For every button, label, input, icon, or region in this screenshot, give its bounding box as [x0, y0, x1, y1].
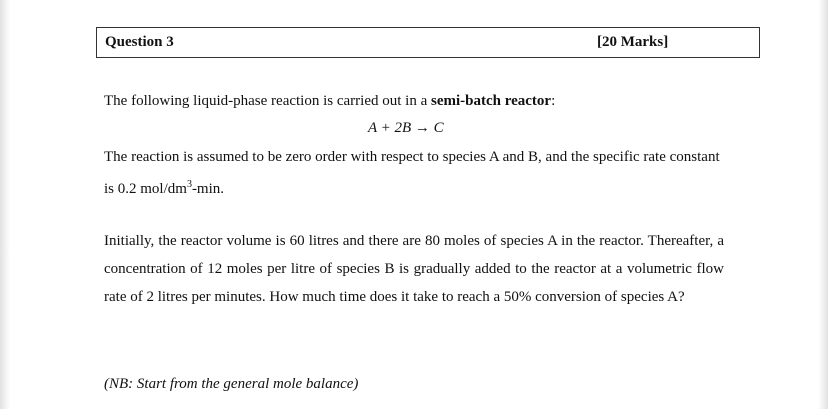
note-text: (NB: Start from the general mole balance) [104, 376, 359, 392]
intro-colon: : [551, 93, 556, 109]
rate-unit-superscript: 3 [186, 179, 192, 190]
question-title: Question 3 [105, 34, 174, 50]
intro-paragraph [104, 87, 724, 115]
rate-text: The reaction is assumed to be zero order with respect to species A and B, and the specific rate constant is 0.2 mol/dm [104, 149, 720, 197]
rate-paragraph [104, 143, 724, 203]
page-edge-shadow-left [0, 0, 10, 409]
reactor-type-term: semi-batch reactor [430, 93, 552, 109]
intro-text: The following liquid-phase reaction is carried out in a [104, 93, 431, 109]
problem-paragraph: Initially, the reactor volume is 60 litres and there are 80 moles of species A in the reactor. Thereafter, a concentration of 12 moles per litre of species B is gradually added to the reactor at a volumetric flow rate of 2 litres per minutes. How much time does it take to reach a 50% conversion of species A? [104, 233, 724, 305]
question-header-box [96, 27, 760, 58]
question-marks: [20 Marks] [597, 34, 669, 50]
page-edge-shadow-right [818, 0, 828, 409]
reaction-equation: A + 2B → C [368, 120, 444, 136]
rate-unit-suffix: -min. [191, 181, 225, 197]
